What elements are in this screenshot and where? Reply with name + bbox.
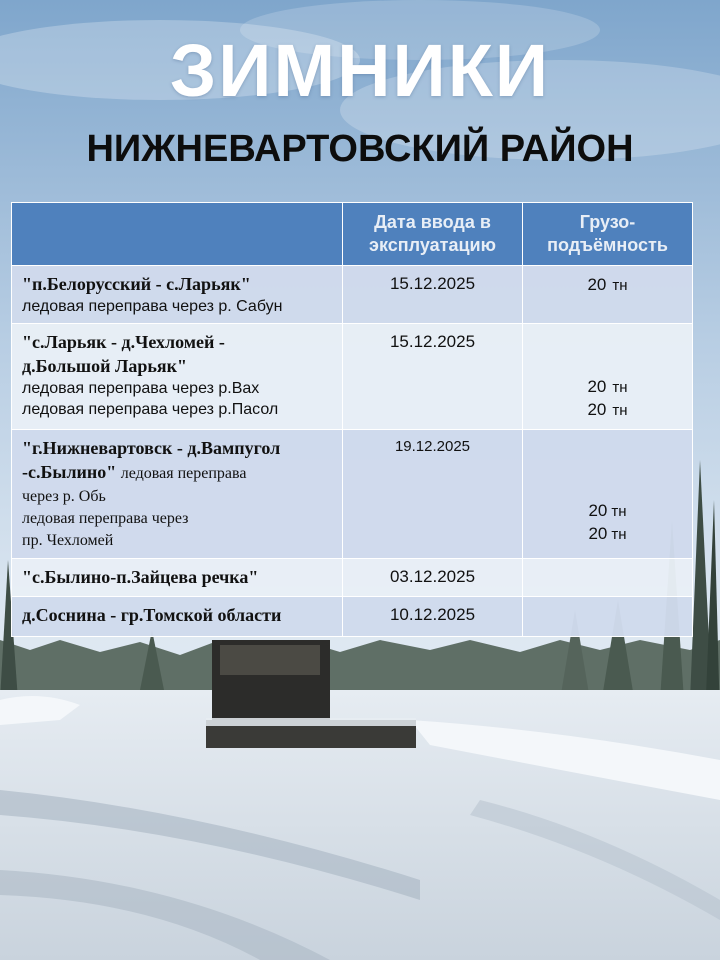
- route-description: пр. Чехломей: [22, 532, 114, 549]
- route-name: "п.Белорусский - с.Ларьяк": [22, 274, 251, 294]
- date-cell: 15.12.2025: [343, 324, 523, 430]
- capacity-value: 20 тн: [588, 501, 627, 520]
- capacity-cell: [523, 597, 693, 637]
- table-row: [12, 559, 693, 597]
- capacity-value: 20 тн: [587, 400, 628, 419]
- route-name-line: -с.Былино" ледовая переправа: [22, 462, 247, 482]
- table-header-row: [12, 203, 693, 266]
- route-name-line: "с.Ларьяк - д.Чехломей -: [22, 332, 225, 352]
- capacity-value: 20 тн: [587, 275, 628, 294]
- route-cell: [12, 559, 343, 597]
- capacity-cell: [523, 430, 693, 559]
- date-cell: 15.12.2025: [343, 266, 523, 324]
- route-name: "с.Былино-п.Зайцева речка": [22, 567, 259, 587]
- route-name-line: д.Большой Ларьяк": [22, 356, 187, 376]
- table-row: [12, 597, 693, 637]
- route-cell: [12, 430, 343, 559]
- route-description: через р. Обь: [22, 488, 106, 505]
- table-row: [12, 430, 693, 559]
- date-cell: 10.12.2025: [343, 597, 523, 637]
- route-cell: [12, 324, 343, 430]
- table-row: [12, 324, 693, 430]
- column-header-route: [12, 203, 343, 266]
- route-cell: [12, 597, 343, 637]
- route-name-line: "г.Нижневартовск - д.Вампугол: [22, 438, 281, 458]
- date-cell: 19.12.2025: [343, 430, 523, 559]
- route-cell: [12, 266, 343, 324]
- table-row: [12, 266, 693, 324]
- route-description: ледовая переправа через р.Пасол: [22, 401, 279, 418]
- capacity-cell: [523, 324, 693, 430]
- page-title: ЗИМНИКИ: [169, 29, 551, 112]
- winter-roads-table: [11, 202, 693, 637]
- route-name: д.Соснина - гр.Томской области: [22, 605, 282, 625]
- date-cell: 03.12.2025: [343, 559, 523, 597]
- capacity-value: 20 тн: [588, 524, 627, 543]
- capacity-value: 20 тн: [587, 377, 628, 396]
- capacity-cell: [523, 559, 693, 597]
- column-header-date: Дата ввода в эксплуатацию: [343, 203, 523, 266]
- capacity-cell: [523, 266, 693, 324]
- page-subtitle: НИЖНЕВАРТОВСКИЙ РАЙОН: [86, 128, 634, 170]
- route-description: ледовая переправа через: [22, 510, 189, 527]
- column-header-capacity: Грузо-подъёмность: [523, 203, 693, 266]
- route-description: ледовая переправа: [120, 465, 247, 482]
- route-description: ледовая переправа через р.Вах: [22, 380, 260, 397]
- route-description: ледовая переправа через р. Сабун: [22, 298, 283, 315]
